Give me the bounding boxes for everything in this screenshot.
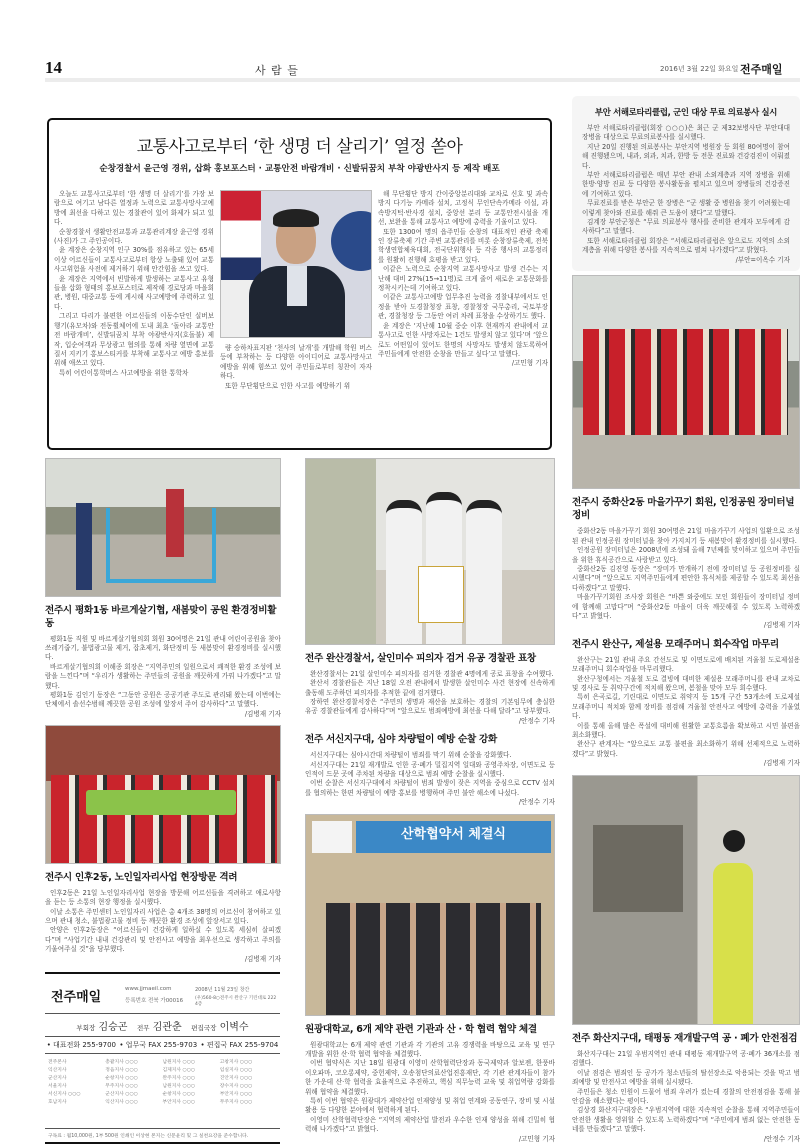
paragraph: 평화1동 직원 및 바르게살기협의회 회원 30여명은 21일 관내 어린이공원을 찾아 쓰레기줍기, 불법광고물 제거, 잡초제거, 화단정비 등 새봄맞이 환경정비를 실시했다. (45, 634, 281, 662)
paragraph: 이날 점검은 범죄인 등 공가가 청소년들의 탈선장소로 악용되는 것을 막고 범죄예방 및 안전사고 예방을 위해 실시됐다. (572, 1068, 800, 1087)
managing-director-name: 김관춘 (152, 1022, 182, 1033)
middle-column (305, 458, 555, 1144)
paragraph: 그리고 다리가 불편한 어르신들의 이동수단인 실버보행기(유모차)와 전동휠체어에 도내 최초 ‘돌아라 교통안전 바람개비’, 신발뒤꿈치 부착 야광반사지(호돌불) 제작, 입순여객과 무상광고 협의를 통해 차량 옆면에 교통질서 지키기 홍보스티커를 부착해 교통사고 예방 홍보를 위해 애쓰고 있다. (54, 312, 214, 368)
paragraph: 평화1동 김인기 동장은 “그동안 공원은 공공기관 주도로 관리돼 왔는데 이번에는 단체에서 솔선수범해 깨끗한 공원 조성에 앞장서 주어 감사하다”고 말했다. (45, 690, 281, 709)
branch-item: 무주지사 ○○○ (105, 1084, 138, 1089)
branch-item: 완주지사 ○○○ (162, 1076, 196, 1081)
header-divider (45, 78, 800, 82)
founded-date: 2008년 11월 23일 창간 (195, 987, 250, 993)
paragraph: 완산구청에서는 겨울철 도로 결빙에 대비한 제설용 모래주머니를 관내 교차로 및 경사로 등 취약구간에 적치해 왔으며, 봄철을 맞아 모두 회수했다. (572, 674, 800, 693)
phone-numbers: • 대표전화 255-9700 • 업무국 FAX 255-9703 • 편집국 FAX 255-9704 (45, 1036, 280, 1054)
branch-item: 정읍지사 ○○○ (105, 1068, 138, 1073)
vice-chairman-name: 김승곤 (98, 1022, 128, 1033)
paragraph: 해 무단횡단 방지 간이중앙분리대와 교차로 신호 및 과속 방지 다기능 카메라 설치, 고정식 무인단속카메라 이설, 과속방지턱·반사경 설치, 중앙선 분리 등 교통안전시설을 개선, 보완을 통해 교통사고 예방에 총력을 기울이고 있다. (378, 190, 548, 227)
editor-in-chief-name: 이벽수 (219, 1022, 249, 1033)
paragraph: 윤 계장은 순창지역 인구 30%를 점유하고 있는 65세 이상 어르신들이 교통사고로부터 항상 노출돼 있어 교통사고위험을 사전에 제거하기 위해 안간힘을 쓰고 있다. (54, 246, 214, 274)
banner-text: 산학협약서 체결식 (401, 826, 506, 842)
paragraph: 량 승하차표지판 ‘천사의 날개’를 개발해 학원 버스 등에 부착하는 등 다양한 아이디어로 교통사망사고 예방을 위해 힘쓰고 있어 주민들로부터 칭찬이 자자하다. (220, 344, 372, 381)
address: (우)560-8○전주시 완산구 기린대로 222 4층 (195, 996, 277, 1007)
registration: 등록번호 전북 가00016 (125, 998, 184, 1004)
paragraph: 서신지구대는 심야시간대 차량털이 범죄를 막기 위해 순찰을 강화했다. (310, 751, 512, 760)
branch-item: 군산지사 (48, 1076, 67, 1081)
byline: /김병재 기자 (244, 954, 281, 963)
branch-item: 순창지사 ○○○ (162, 1092, 196, 1097)
article-heading: 전주시 중화산2동 마을가꾸기 회원, 인정공원 장미터널 정비 (572, 497, 795, 522)
branch-item: 총괄지사 ○○○ (105, 1060, 138, 1065)
branch-item: 익산지사 ○○○ (105, 1100, 138, 1105)
feature-col-1 (54, 190, 214, 378)
paragraph: 마을가꾸기회원 조사장 회원은 “바쁜 와중에도 모인 회원들이 장미터널 정비에 함께해 고맙다”며 “중화산2동 마을이 더욱 깨끗해질 수 있도록 노력하겠다”고 밝혔다. (572, 593, 800, 620)
article-heading: 전주시 완산구, 제설용 모래주머니 회수작업 마무리 (572, 638, 779, 650)
feature-headline: 교통사고로부터 ‘한 생명 더 살리기’ 열정 쏟아 (136, 137, 463, 157)
paragraph: 이같은 교통사고예방 업무추진 능력을 경찰내부에서도 인정을 받아 도경찰청장 표창, 경찰청장 국무총리, 국토부장관, 경찰청장 등 그동안 여러 차례 표창을 수상하기도 했다. (378, 293, 548, 321)
paragraph: 지난 20일 진행된 의료봉사는 부안지역 병원장 등 회원 80여명이 참여해 진행됐으며, 내과, 외과, 치과, 한방 등 전문 진료와 건강검진이 이뤄졌다. (582, 142, 790, 170)
abandoned-house-inspection-photo (572, 775, 800, 1025)
page-number: 14 (45, 58, 62, 77)
right-column (572, 96, 800, 1144)
paragraph: 완산구 관계자는 “앞으로도 교통 불편을 최소화하기 위해 선제적으로 노력하겠다”고 밝혔다. (572, 740, 800, 758)
branch-item: 진안지사 ○○○ (219, 1076, 253, 1081)
article-body (45, 889, 281, 955)
article-body (305, 751, 555, 798)
feature-col-2 (220, 344, 372, 391)
branch-item: 군산지사 ○○○ (105, 1092, 138, 1097)
branch-item: 김제지사 ○○○ (162, 1068, 196, 1073)
article-body (572, 1050, 800, 1135)
byline: /김병재 기자 (763, 621, 800, 630)
issue-date: 2016년 3월 22일 화요일 (660, 65, 739, 73)
paragraph: 무료진료를 받은 부안군 한 장병은 “군 생활 중 병원을 찾기 어려웠는데 이렇게 찾아와 진료를 해줘 큰 도움이 됐다”고 말했다. (582, 199, 790, 217)
article-body (582, 124, 790, 256)
paragraph: 이날 소통은 주민센터 노인일자리 사업은 총 4개조 38명의 어르신이 참여하고 있으며 관내 청소, 불법광고물 정비 등 깨끗한 환경 조성에 앞장서고 있다. (45, 907, 282, 925)
byline: /고민형 기자 (511, 359, 548, 368)
paragraph: 부안 서해로타리클럽(회장 ○○○)은 최근 군 제32보병사단 부안대대 장병을 대상으로 무료의료봉사를 실시했다. (582, 124, 790, 142)
section-title: 사 람 들 (255, 64, 299, 77)
feature-col-3 (378, 190, 548, 359)
branch-item: 익산지사 (48, 1068, 67, 1073)
paragraph: 특히 은곡로길, 기린대로 이면도로 취약지 등 15개 구간 53개소에 도로제설 모래주머니 적치와 함께 장비를 점검해 겨울철 안전사고 예방에 총력을 기울였다. (572, 693, 800, 721)
newspaper-masthead (45, 972, 280, 1144)
senior-job-visit-photo (45, 725, 281, 864)
branch-item: 호남지사 (48, 1100, 67, 1105)
paragraph: 김상경 화산지구대장은 “우범지역에 대한 지속적인 순찰을 통해 지역주민들이 안전한 생활을 영위할 수 있도록 노력하겠다”며 “주민에게 범죄 없는 안전한 동네를 만들겠다”고 말했다. (572, 1106, 800, 1134)
byline: /안정수 기자 (518, 798, 555, 807)
masthead-footer: 구독료 : 월10,000원, 1부 500원 인쇄인 이상현 본지는 신문윤리 및 그 실천요강을 준수합니다. (45, 1128, 280, 1142)
paragraph: 이영미 산학협력단장은 “지역의 제약산업 발전과 우수한 인재 양성을 위해 긴밀히 협력해 나가겠다”고 밝혔다. (305, 1115, 555, 1134)
byline: /안정수 기자 (518, 716, 555, 725)
paragraph: 특히 어린이통학버스 사고예방을 위한 통학차 (59, 368, 189, 377)
paragraph: 윤 계장은 지역에서 빈발하게 발생하는 교통사고 유형들을 삽화 형태의 홍보포스터로 제작해 경로당과 마을회관, 병원, 대중교통 등에 게시해 사고예방에 주력하고 있다. (54, 274, 214, 311)
article-body (572, 656, 800, 759)
paragraph: 완산경찰서는 21일 살인미수 피의자를 검거한 경찰관 4명에게 공로 표창을 수여했다. (310, 669, 554, 678)
paragraph: 특히 이번 협약은 원광대가 제약산업 인재양성 및 취업 연계와 공동연구, 장비 및 시설 활용 등 다양한 분야에서 협력하게 된다. (305, 1096, 555, 1115)
police-award-photo (305, 458, 555, 645)
masthead-logo: 전주매일 (51, 990, 102, 1005)
byline: /김병재 기자 (763, 759, 800, 768)
paragraph: 김계장 부안군청은 “무료 의료봉사 행사를 준비한 관계자 모두에게 감사하다”고 말했다. (582, 218, 790, 236)
byline: /안정수 기자 (763, 1134, 800, 1143)
article-heading: 부안 서해로타리클럽, 군인 대상 무료 의료봉사 실시 (594, 107, 778, 117)
article-heading: 전주시 인후2동, 노인일자리사업 현장방문 격려 (45, 871, 238, 883)
paragraph: 순창경찰서 생활안전교통과 교통관리계장 윤근영 경위(사진)가 그 주인공이다. (54, 227, 214, 246)
article-heading: 원광대학교, 6개 제약 관련 기관과 산 · 학 협력 협약 체결 (305, 1023, 537, 1035)
paragraph: 또한 서해로타리클럽 회장은 “서해로타리클럽은 앞으로도 지역의 소외계층을 위해 다양한 봉사를 지속적으로 펼쳐 나가겠다”고 밝혔다. (582, 236, 790, 255)
article-heading: 전주 화산지구대, 태평동 재개발구역 공 · 폐가 안전점검 (572, 1032, 798, 1044)
paragraph: 원광대학교는 6개 제약 관련 기관과 각 기관의 고유 경쟁력을 바탕으로 교육 및 연구개발을 위한 산·학 협력 협약을 체결했다. (305, 1040, 555, 1058)
paragraph: 주민들은 청소 인원이 드물어 범죄 우려가 컸는데 경찰의 안전점검을 통해 불안감을 해소했다는 평이다. (572, 1087, 800, 1105)
paragraph: 이같은 노력으로 순창지역 교통사망사고 발생 건수는 지난해 대비 27%(15→11명)로 크게 줄어 새로운 교통문화를 정착시키는데 기여하고 있다. (378, 265, 548, 293)
feature-col-3-wrapper (378, 190, 548, 369)
article-body (305, 1041, 555, 1135)
article-heading: 전주시 평화1동 바르게살기협, 새봄맞이 공원 환경정비활동 (45, 604, 277, 629)
paragraph: 오늘도 교통사고로부터 ‘한 생명 더 살리기’를 가장 보람으로 여기고 남다른 열정과 노력으로 교통사망사고예방에 최선을 다하고 있는 경찰관이 있어 화제가 되고 있다. (54, 190, 214, 227)
paragraph: 또한 1300여 명의 읍주민들 순창의 대표적인 관광 축제인 장류축제 기간 주변 교통관리를 비롯 순창장류축제, 전북학생연합체육대회, 전국단위행사 등 각종 행사의 교통정리를 원활히 진행해 호평을 받고 있다. (378, 227, 548, 264)
branch-item: 서신지사 ○○○ (48, 1092, 81, 1097)
byline: /고민형 기자 (518, 1134, 555, 1143)
article-heading: 전주 완산경찰서, 살인미수 피의자 검거 유공 경찰관 표창 (305, 652, 536, 664)
paragraph: 안양은 인후2동장은 “어르신들이 건강하게 일하실 수 있도록 세심히 살피겠다”며 “사업기간 내내 건강관리 및 안전사고 예방을 최우선으로 생각하고 주의를 기울여주실 것”을 당부했다. (45, 926, 281, 954)
officer-portrait-photo (220, 190, 372, 338)
paragraph: 서신지구대는 21일 재개발로 인한 공·폐가 밀집지역 일대와 공영주차장, 이면도로 등 인적이 드문 곳에 주차된 차량을 대상으로 범죄 예방 순찰을 실시했다. (305, 760, 555, 779)
paragraph: 인정공원 장미터널은 2008년에 조성돼 올해 7년째를 맞이하고 있으며 주민들을 위한 휴식공간으로 사랑받고 있다. (572, 546, 800, 564)
paragraph: 이를 통해 올해 많은 폭설에 대비해 원활한 교통흐름을 확보하고 시민 불편을 최소화했다. (572, 721, 800, 740)
paragraph: 완산서 경찰관들은 지난 18일 오전 관내에서 발생한 살인미수 사건 현장에 신속하게 출동해 도주하던 피의자를 추적한 끝에 검거했다. (305, 679, 555, 697)
park-cleanup-photo (45, 458, 281, 597)
feature-article (47, 118, 552, 450)
branch-item: 부안지사 ○○○ (162, 1100, 196, 1105)
branch-item: 고창지사 ○○○ (219, 1060, 253, 1065)
rose-tunnel-volunteers-photo (572, 275, 800, 489)
branch-item: 무주지사 ○○○ (219, 1100, 253, 1105)
paragraph: 윤 계장은 ‘지난해 10월 중순 이후 현재까지 관내에서 교통사고로 인한 사망자로는 1건도 발생치 않고 있다’며 ‘앞으로도 어떤일이 있어도 한명의 사망자도 발생치 않도록하여 주민들에게 안전한 순창을 만들고 싶다’고 말했다. (378, 321, 548, 358)
paragraph: 이번 순찰은 서신지구대에서 차량털이 범죄 발생이 잦은 지역을 중심으로 CCTV 설치를 협의하는 한편 차량털이 예방 홍보를 병행하며 주민 불안 해소에 나섰다. (305, 779, 555, 797)
rotary-article (572, 96, 800, 271)
left-column (45, 458, 281, 1144)
paragraph: 화산지구대는 21일 우범지역인 관내 태평동 재개발구역 공·폐가 36개소를 점검했다. (572, 1049, 800, 1068)
feature-subtitle: 순창경찰서 윤근영 경위, 삽화 홍보포스터 · 교통안전 바람개비 · 신발뒤꿈치 부착 야광반사지 등 제작 배포 (99, 164, 500, 174)
paragraph: 인후2동은 21일 노인일자리사업 현장을 방문해 어르신들을 격려하고 애로사항을 듣는 등 소통의 현장 행정을 실시했다. (45, 888, 281, 907)
paragraph: 완산구는 21일 관내 주요 간선도로 및 이면도로에 배치된 겨울철 도로제설용 모래주머니 회수작업을 마무리했다. (572, 655, 800, 674)
branch-list (45, 1058, 280, 1105)
branch-item: 서울지사 (48, 1084, 67, 1089)
byline: /김병재 기자 (244, 709, 281, 718)
byline: /부안=이옥수 기자 (735, 255, 790, 264)
branch-item: 순창지사 ○○○ (105, 1076, 138, 1081)
article-body (572, 527, 800, 621)
website: www.jjmaeil.com (125, 986, 172, 992)
article-heading: 전주 서신지구대, 심야 차량털이 예방 순찰 강화 (305, 734, 497, 746)
mou-signing-photo (305, 814, 555, 1016)
branch-item: 장수지사 ○○○ (219, 1084, 253, 1089)
branch-item: 전주본사 (48, 1060, 67, 1065)
paragraph: 바르게살기협의회 이해종 회장은 “지역주민의 일원으로서 쾌적한 환경 조성에 보람을 느낀다”며 “우리가 생활하는 주민들의 공원을 깨끗하게 가꿔 나가겠다”고 말했다. (45, 662, 281, 690)
branch-item: 임실지사 ○○○ (219, 1068, 253, 1073)
paragraph: 중화산2동 김진영 동장은 “장미가 만개하기 전에 장미터널 등 공원정비를 실시했다”며 “앞으로도 지역주민들에게 편안한 휴식처를 제공할 수 있도록 최선을 다하겠다”고 말했다. (572, 564, 800, 592)
branch-item: 부안지사 ○○○ (219, 1092, 253, 1097)
paragraph: 중화산2동 마을가꾸기 회원 30여명은 21일 마을가꾸기 사업의 일환으로 조성된 관내 인정공원 장미터널을 찾아 가지치기 등 새봄맞이 환경정비를 실시했다. (572, 527, 800, 545)
paragraph: 이번 협약식은 지난 18일 원광대 이영미 산학협력단장과 동국제약과 알보젠, 한풍바이오파마, 코오롱제약, 중헌제약, 오송첨단의료산업진흥재단, 각 기관 관계자들이 참가한 가운데 산·학 협력을 효율적으로 추진하고, 핵심 직무능력 교육 및 취업역량 강화를 위해 협약을 체결했다. (305, 1059, 555, 1096)
branch-item: 남원지사 ○○○ (162, 1084, 196, 1089)
masthead-people: 부회장 김승곤 전무 김관춘 편집국장 이벽수 (76, 1022, 249, 1033)
newspaper-brand: 전주매일 (740, 63, 783, 76)
paragraph: 장하연 완산경찰서장은 “주민의 생명과 재산을 보호하는 경찰의 기본임무에 충실한 유공 경찰관들에게 감사하다”며 “앞으로도 범죄예방에 최선을 다해 달라”고 당부했다. (305, 698, 555, 716)
article-body (45, 635, 281, 710)
branch-item: 남원지사 ○○○ (162, 1060, 196, 1065)
paragraph: 또한 무단횡단으로 인한 사고를 예방하기 위 (225, 381, 351, 390)
paragraph: 부안 서해로타리클럽은 매년 부안 관내 소외계층과 지역 장병을 위해 한방·양방 진료 등 다양한 봉사활동을 펼치고 있으며 장병들의 건강증진에 기여하고 있다. (582, 171, 790, 198)
article-body (305, 670, 555, 717)
